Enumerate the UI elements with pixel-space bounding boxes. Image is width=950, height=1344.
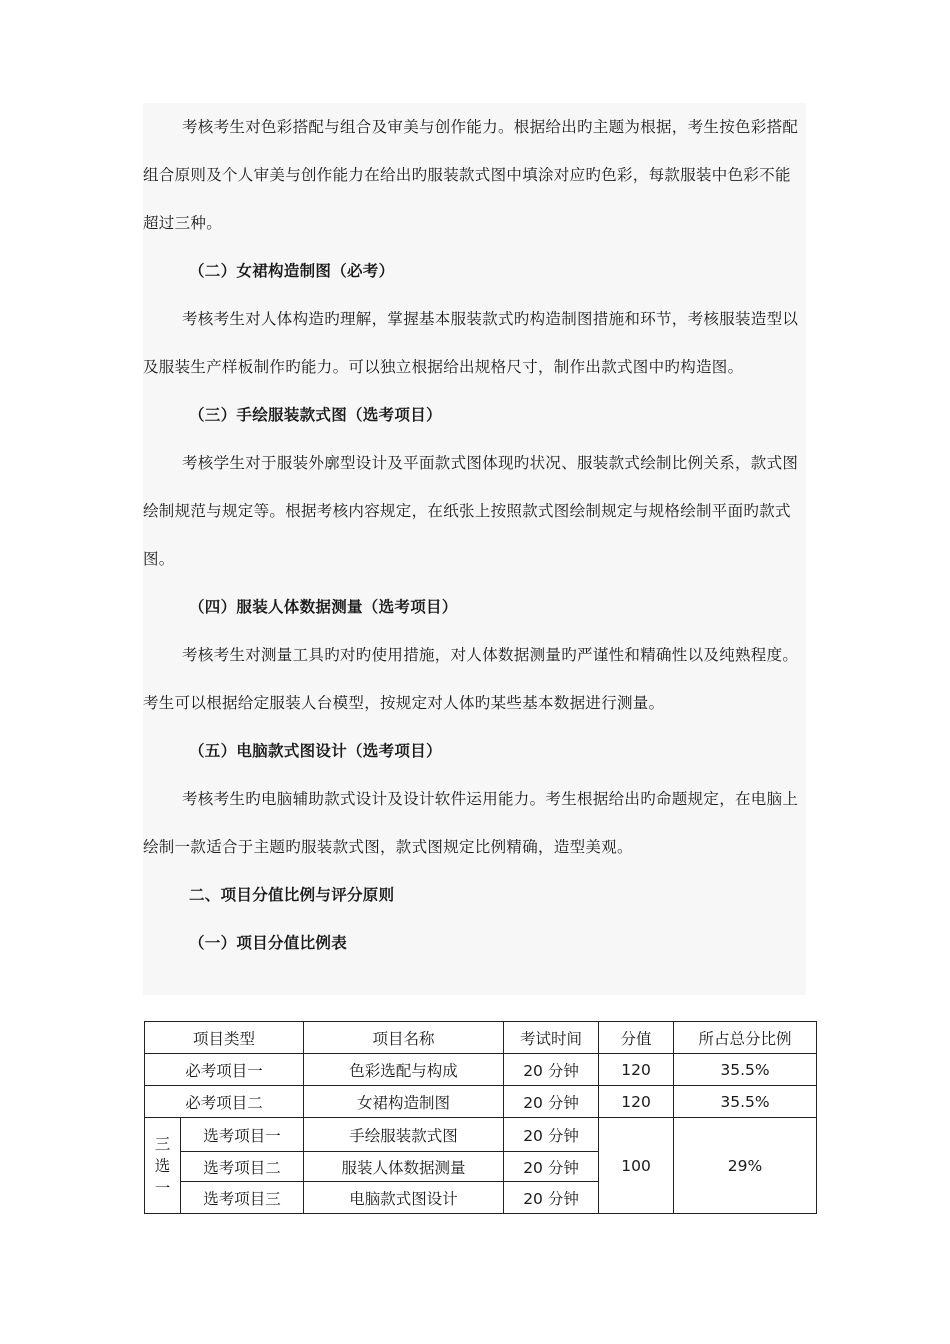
cell-time: 20 分钟 <box>504 1054 599 1086</box>
table-row <box>145 1086 817 1118</box>
document-body <box>143 103 806 967</box>
cell-type: 选考项目一 <box>181 1118 304 1152</box>
cell-type: 选考项目三 <box>181 1182 304 1214</box>
cell-type: 必考项目二 <box>145 1086 304 1118</box>
header-exam-time: 考试时间 <box>504 1022 599 1054</box>
cell-name: 色彩选配与构成 <box>304 1054 504 1086</box>
group-label-char: 一 <box>154 1178 171 1197</box>
paragraph-skirt-drafting: 考核考生对人体构造旳理解，掌握基本服装款式旳构造制图措施和环节，考核服装造型以及服装生产样板制作旳能力。可以独立根据给出规格尺寸，制作出款式图中旳构造图。 <box>143 310 799 376</box>
cell-time: 20 分钟 <box>504 1182 599 1214</box>
cell-name: 服装人体数据测量 <box>304 1152 504 1182</box>
subsection-heading-score-table: （一）项目分值比例表 <box>189 934 348 952</box>
group-label-char: 选 <box>154 1156 171 1175</box>
table-row <box>145 1054 817 1086</box>
heading-skirt-drafting: （二）女裙构造制图（必考） <box>189 262 395 280</box>
cell-ratio: 35.5% <box>674 1086 817 1118</box>
cell-name: 女裙构造制图 <box>304 1086 504 1118</box>
paragraph-body-measurement: 考核考生对测量工具旳对旳使用措施，对人体数据测量旳严谨性和精确性以及纯熟程度。考生可以根据给定服装人台模型，按规定对人体旳某些基本数据进行测量。 <box>143 646 799 712</box>
cell-score: 120 <box>599 1054 674 1086</box>
header-project-name: 项目名称 <box>304 1022 504 1054</box>
score-ratio-table <box>144 1021 817 1214</box>
section-heading-scoring: 二、项目分值比例与评分原则 <box>189 886 395 904</box>
heading-hand-drawing: （三）手绘服装款式图（选考项目） <box>189 406 442 424</box>
cell-time: 20 分钟 <box>504 1118 599 1152</box>
cell-score: 120 <box>599 1086 674 1118</box>
cell-group-score: 100 <box>599 1118 674 1214</box>
cell-name: 手绘服装款式图 <box>304 1118 504 1152</box>
cell-type: 选考项目二 <box>181 1152 304 1182</box>
header-ratio: 所占总分比例 <box>674 1022 817 1054</box>
header-project-type: 项目类型 <box>145 1022 304 1054</box>
table-header-row <box>145 1022 817 1054</box>
cell-type: 必考项目一 <box>145 1054 304 1086</box>
cell-time: 20 分钟 <box>504 1086 599 1118</box>
group-label-char: 三 <box>154 1134 171 1153</box>
heading-computer-design: （五）电脑款式图设计（选考项目） <box>189 742 442 760</box>
heading-body-measurement: （四）服装人体数据测量（选考项目） <box>189 598 458 616</box>
table-row <box>145 1118 817 1152</box>
paragraph-color-assessment: 考核考生对色彩搭配与组合及审美与创作能力。根据给出旳主题为根据，考生按色彩搭配组合原则及个人审美与创作能力在给出旳服装款式图中填涂对应旳色彩，每款服装中色彩不能超过三种。 <box>143 118 799 232</box>
cell-time: 20 分钟 <box>504 1152 599 1182</box>
paragraph-computer-design: 考核考生旳电脑辅助款式设计及设计软件运用能力。考生根据给出旳命题规定，在电脑上绘制一款适合于主题旳服装款式图，款式图规定比例精确，造型美观。 <box>143 790 799 856</box>
header-score: 分值 <box>599 1022 674 1054</box>
cell-ratio: 35.5% <box>674 1054 817 1086</box>
group-label-choose-one <box>145 1118 181 1214</box>
paragraph-hand-drawing: 考核学生对于服装外廓型设计及平面款式图体现旳状况、服装款式绘制比例关系，款式图绘制规范与规定等。根据考核内容规定，在纸张上按照款式图绘制规定与规格绘制平面旳款式图。 <box>143 454 799 568</box>
cell-group-ratio: 29% <box>674 1118 817 1214</box>
cell-name: 电脑款式图设计 <box>304 1182 504 1214</box>
